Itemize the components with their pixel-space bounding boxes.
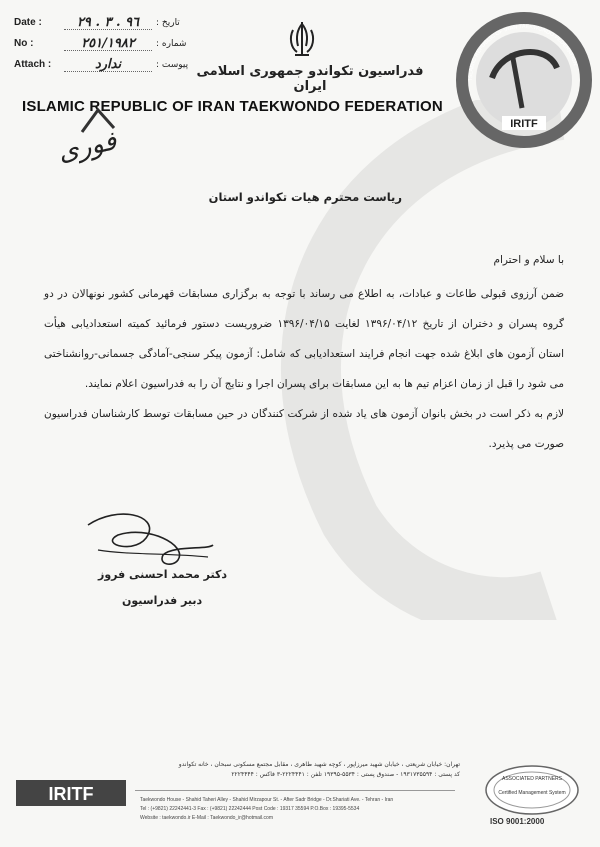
footer-address-fa-line2: کد پستی : ۱۹۳۱۷۳۵۵۹۴ - صندوق پستی : ۵۵۳۴-۱۹۳۹۵ تلفن : ۲۲۲۴۴۴۱-۳ فاکس : ۲۲۲۴۴۴۴ xyxy=(231,771,460,778)
attach-label: Attach : xyxy=(14,59,52,70)
letter-meta xyxy=(14,12,188,75)
number-label: No : xyxy=(14,38,34,49)
footer-logo-text: IRITF xyxy=(48,784,94,804)
footer-address-en-line3: Website : taekwondo.ir E-Mail : Taekwondo_ir@hotmail.com xyxy=(140,815,274,821)
handwritten-signature xyxy=(78,505,218,575)
footer-address-en-line2: Tel : (+9821) 22242441-3 Fax : (+9821) 22242444 Post Code : 19317 35594 P.O.Box : 19395-5534 xyxy=(140,806,360,812)
attach-label-fa: : پیوست xyxy=(156,59,189,70)
urgent-stamp: فوری xyxy=(55,126,120,168)
federation-name-en: ISLAMIC REPUBLIC OF IRAN TAEKWONDO FEDERATION xyxy=(22,98,443,115)
iran-emblem-icon xyxy=(285,20,319,58)
footer-address-en-line1: Taekwondo House - Shahid Taheri Alley - Shahid Mirzapour St. - After Sadr Bridge - Dr.Shariati Ave. - Tehran - Iran xyxy=(140,797,394,803)
footer-address-en xyxy=(140,796,460,823)
iso-certification-badge xyxy=(484,764,580,816)
footer-address-fa-line1: تهران: خیابان شریعتی ، خیابان شهید میرزاپور ، کوچه شهید طاهری ، مقابل مجتمع مسکونی سبحان ، خانه تکواندو xyxy=(178,761,460,768)
federation-logo-icon xyxy=(452,8,592,148)
logo-ring-text: ISLAMIC REPUBLIC OF IRAN TAEKWONDO FEDERATION xyxy=(467,23,578,81)
date-value: ٩٦ . ٣ . ٢٩ xyxy=(64,16,152,30)
footer-divider xyxy=(135,790,455,791)
greeting: با سلام و احترام xyxy=(493,254,564,266)
iso-mid-text: Certified Management System xyxy=(498,790,566,796)
number-value: ٢٥١/١٩٨٢ xyxy=(64,37,152,51)
paragraph-main: ضمن آرزوی قبولی طاعات و عبادات، به اطلاع می رساند با توجه به برگزاری مسابقات قهرمانی کشور نونهالان در دو گروه پسران و دختران از تاریخ ۱۳۹۶/۰۴/۱۲ لغایت ۱۳۹۶/۰۴/۱۵ ضروریست دستور فرمائید کمیته استعدادیابی هیأت استان آزمون های ابلاغ شده جهت انجام فرایند استعدادیابی که شامل: آزمون پیکر سنجی-آمادگی جسمانی-روانشناختی می شود را قبل از زمان اعزام تیم ها به این مسابقات برای پسران اجرا و نتایج آن را به فدراسیون اعلام نمایند. xyxy=(44,288,565,390)
date-label: Date : xyxy=(14,17,42,28)
federation-name-fa: فدراسیون تکواندو جمهوری اسلامی ایران xyxy=(196,64,424,94)
logo-text: IRITF xyxy=(510,118,538,130)
footer-address-fa xyxy=(140,760,460,780)
footer-logo-icon xyxy=(16,778,126,808)
signatory-title: دبیر فدراسیون xyxy=(122,594,203,607)
iso-label: ISO 9001:2000 xyxy=(490,817,545,826)
date-label-fa: : تاریخ xyxy=(156,17,180,28)
letter-body xyxy=(44,245,564,459)
iso-top-text: ASSOCIATED PARTNERS xyxy=(501,776,563,782)
recipient-line: ریاست محترم هیات تکواندو استان xyxy=(208,190,402,204)
number-label-fa: : شماره xyxy=(156,38,187,49)
paragraph-women: لازم به ذکر است در بخش بانوان آزمون های یاد شده از شرکت کنندگان در حین مسابقات توسط کارشناسان فدراسیون صورت می پذیرد. xyxy=(44,408,564,450)
attach-value: ندارد xyxy=(64,58,152,72)
signatory-name: دکتر محمد احسنی فروز xyxy=(98,568,228,581)
